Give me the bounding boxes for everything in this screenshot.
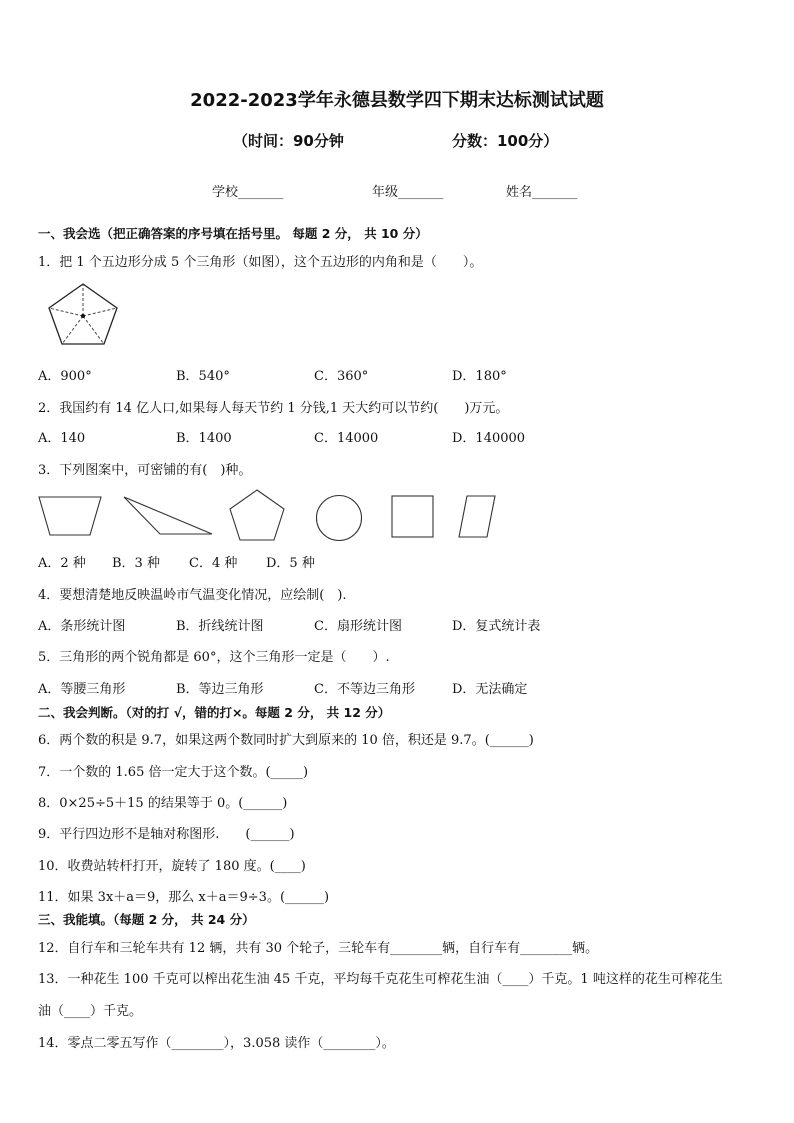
- question-2: 2．我国约有 14 亿人口,如果每人每天节约 1 分钱,1 天大约可以节约( )万元。: [38, 401, 509, 416]
- section-3-heading: 三、我能填。（每题 2 分， 共 24 分）: [38, 912, 255, 927]
- page-title: 2022-2023学年永德县数学四下期末达标测试试题: [190, 90, 604, 111]
- pentagon-divided-figure: [46, 282, 120, 346]
- question-13[interactable]: 13．一种花生 100 千克可以榨出花生油 45 千克，平均每千克花生可榨花生油（____）千克。1 吨这样的花生可榨花生: [38, 972, 723, 987]
- question-11[interactable]: 11．如果 3x＋a＝9，那么 x＋a＝9÷3。(______): [38, 890, 330, 905]
- parallelogram-shape: [457, 495, 497, 539]
- q3-option-c[interactable]: C．4 种: [189, 556, 238, 571]
- q3-option-a[interactable]: A．2 种: [38, 556, 86, 571]
- section-1-heading: 一、我会选（把正确答案的序号填在括号里。 每题 2 分， 共 10 分）: [38, 226, 428, 241]
- question-12[interactable]: 12．自行车和三轮车共有 12 辆，共有 30 个轮子，三轮车有________辆，自行车有________辆。: [38, 941, 599, 956]
- q5-option-a[interactable]: A．等腰三角形: [38, 682, 126, 697]
- q2-option-d[interactable]: D．140000: [452, 431, 526, 446]
- school-field[interactable]: 学校_______: [212, 185, 284, 200]
- q5-option-b[interactable]: B．等边三角形: [176, 682, 264, 697]
- question-5: 5．三角形的两个锐角都是 60°，这个三角形一定是（ ）.: [38, 650, 390, 665]
- q4-option-d[interactable]: D．复式统计表: [452, 619, 541, 634]
- q4-option-c[interactable]: C．扇形统计图: [314, 619, 402, 634]
- q3-option-d[interactable]: D．5 种: [266, 556, 315, 571]
- q2-option-a[interactable]: A．140: [38, 431, 86, 446]
- q1-option-d[interactable]: D．180°: [452, 369, 507, 384]
- q4-option-b[interactable]: B．折线统计图: [176, 619, 264, 634]
- question-3: 3．下列图案中，可密铺的有( )种。: [38, 463, 252, 478]
- question-6[interactable]: 6．两个数的积是 9.7，如果这两个数同时扩大到原来的 10 倍，积还是 9.7。(______): [38, 733, 534, 748]
- q1-option-a[interactable]: A．900°: [38, 369, 92, 384]
- question-10[interactable]: 10．收费站转杆打开，旋转了 180 度。(____): [38, 859, 306, 874]
- q5-option-d[interactable]: D．无法确定: [452, 682, 528, 697]
- question-1: 1．把 1 个五边形分成 5 个三角形（如图），这个五边形的内角和是（ ）。: [38, 255, 483, 270]
- exam-score: 分数：100分）: [452, 132, 559, 150]
- section-2-heading: 二、我会判断。（对的打 √，错的打×。每题 2 分， 共 12 分）: [38, 705, 391, 720]
- square-shape: [391, 495, 435, 539]
- pentagon-shape: [228, 488, 286, 542]
- question-13-continued[interactable]: 油（____）千克。: [38, 1004, 143, 1019]
- center-point: [81, 314, 85, 318]
- question-14[interactable]: 14．零点二零五写作（________），3.058 读作（________）。: [38, 1036, 395, 1051]
- question-4: 4．要想清楚地反映温岭市气温变化情况，应绘制( ).: [38, 588, 347, 603]
- q4-option-a[interactable]: A．条形统计图: [38, 619, 126, 634]
- exam-time: （时间：90分钟: [233, 132, 344, 150]
- q2-option-b[interactable]: B．1400: [176, 431, 232, 446]
- q3-option-b[interactable]: B．3 种: [112, 556, 160, 571]
- q5-option-c[interactable]: C．不等边三角形: [314, 682, 415, 697]
- trapezoid-shape: [38, 495, 102, 537]
- grade-field[interactable]: 年级_______: [372, 185, 444, 200]
- name-field[interactable]: 姓名_______: [506, 185, 578, 200]
- q1-option-b[interactable]: B．540°: [176, 369, 230, 384]
- question-9[interactable]: 9．平行四边形不是轴对称图形. (______): [38, 827, 295, 842]
- question-8[interactable]: 8．0×25÷5＋15 的结果等于 0。(______): [38, 796, 288, 811]
- q1-option-c[interactable]: C．360°: [314, 369, 369, 384]
- triangle-shape: [122, 495, 214, 537]
- q2-option-c[interactable]: C．14000: [314, 431, 379, 446]
- question-7[interactable]: 7．一个数的 1.65 倍一定大于这个数。(_____): [38, 765, 309, 780]
- circle-shape: [315, 494, 363, 542]
